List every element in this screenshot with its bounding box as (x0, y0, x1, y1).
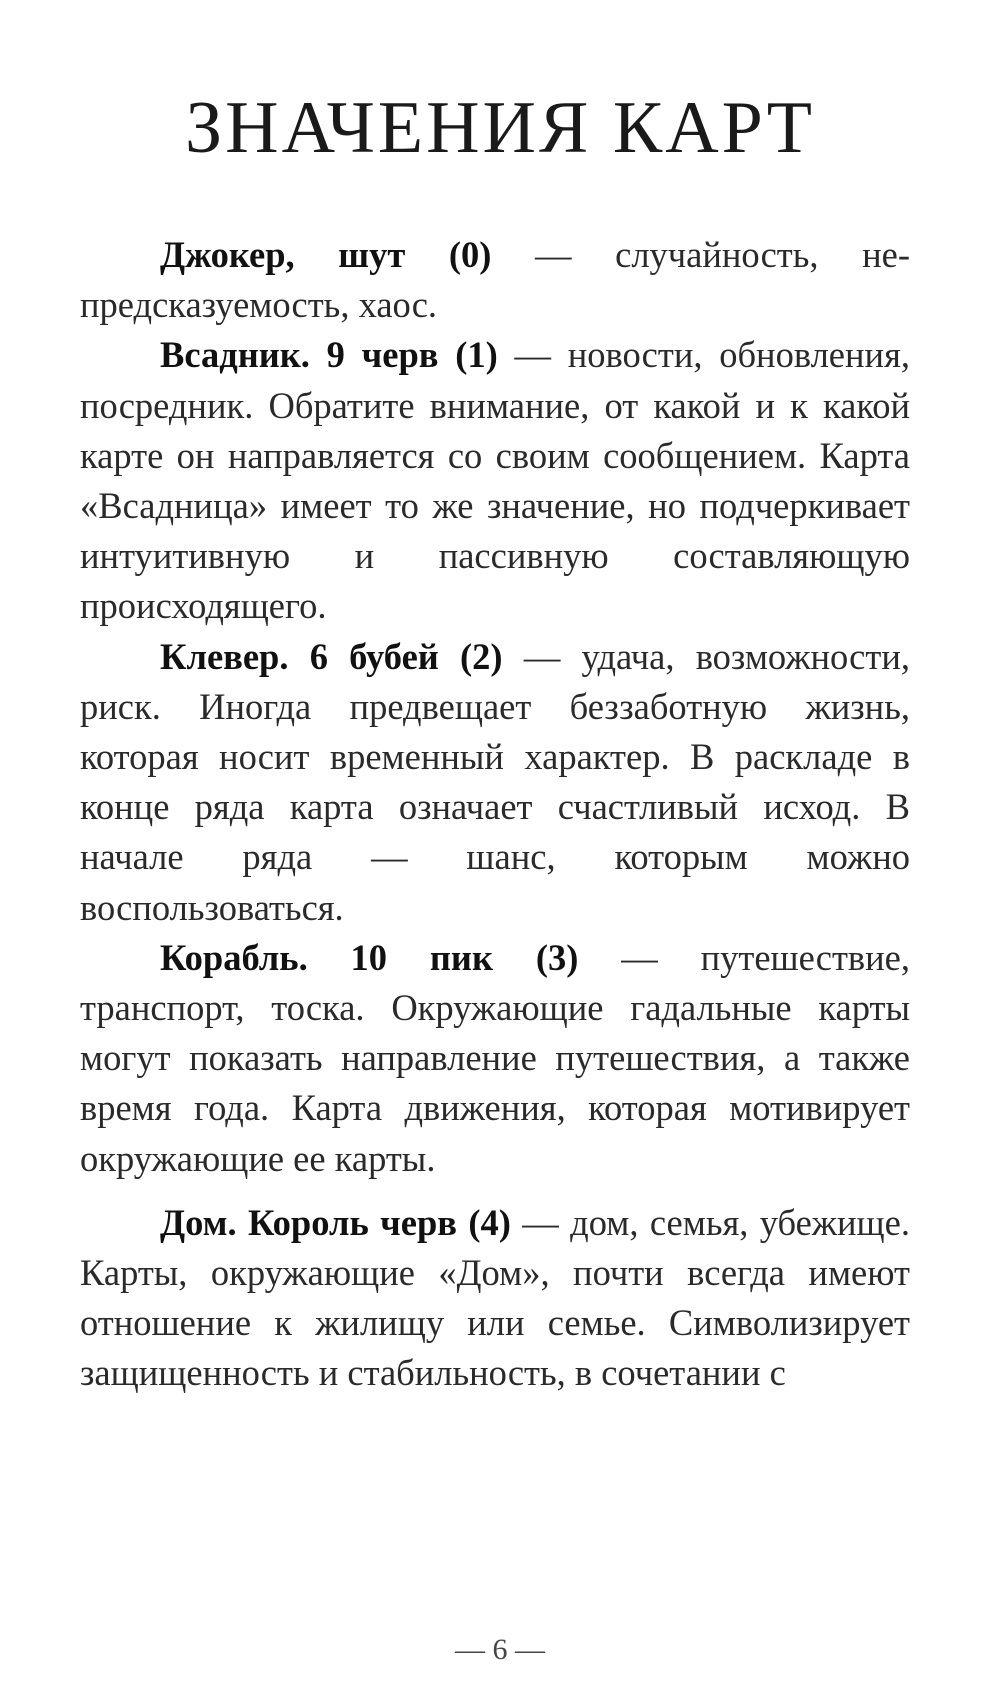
entry-ship (80, 933, 910, 1184)
entry-term: Дом. Король черв (4) (160, 1201, 511, 1243)
page-title: ЗНАЧЕНИЯ КАРТ (185, 87, 815, 169)
entry-term: Корабль. 10 пик (3) (160, 936, 579, 978)
entry-term: Всадник. 9 черв (1) (160, 334, 498, 376)
page-number: — 6 — (455, 1633, 545, 1666)
entry-term: Клевер. 6 бубей (2) (160, 635, 503, 677)
entry-house (80, 1198, 910, 1399)
entry-description: — случайность, непредсказуемость, хаос. (80, 234, 911, 326)
entry-description: — путешествие, транспорт, тоска. Окружающие гадальные карты могут показать направление путешествия, а также время года. Карта движения, которая мотивирует окружающие ее карты. (80, 936, 911, 1179)
entry-description: — удача, возможности, риск. Иногда предвещает беззаботную жизнь, которая носит временный характер. В раскладе в конце ряда карта означает счастливый исход. В начале ряда — шанс, которым можно воспользоваться. (80, 635, 910, 928)
entry-rider (80, 330, 910, 631)
entry-description: — новости, обновления, посредник. Обратите внимание, от какой и к какой карте он направляется со своим сообщением. Карта «Всадница» имеет то же значение, но подчеркивает интуитивную и пассивную составляющую происходящего. (80, 334, 910, 627)
entry-clover (80, 632, 910, 933)
entry-term: Джокер, шут (0) (160, 234, 492, 275)
entry-joker (80, 230, 910, 330)
card-meanings-text (80, 230, 910, 1399)
entry-description: — дом, семья, убежище. Карты, окружающие «Дом», почти всегда имеют отношение к жилищу или семье. Символизирует защищенность и стабильность, в сочетании с (80, 1201, 910, 1394)
